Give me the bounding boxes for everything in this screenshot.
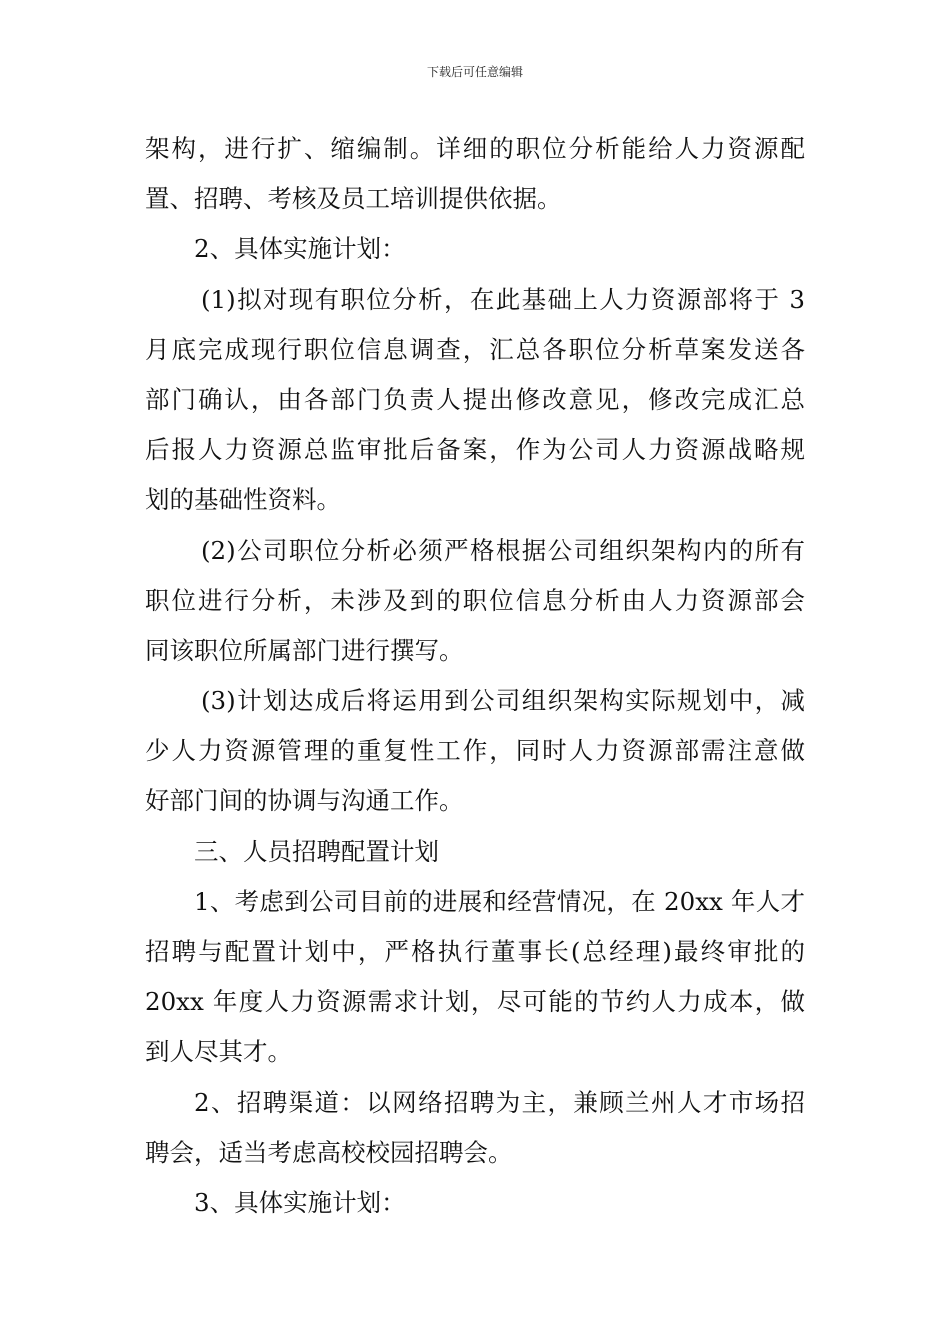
text-line: 架构，进行扩、缩编制。详细的职位分析能给人力资源配: [145, 134, 805, 163]
text-line: 月底完成现行职位信息调查，汇总各职位分析草案发送各: [145, 334, 805, 364]
text-line: 2、招聘渠道：以网络招聘为主，兼顾兰州人才市场招: [194, 1087, 805, 1117]
text-line: 到人尽其才。: [145, 1037, 292, 1067]
text-line: 置、招聘、考核及员工培训提供依据。: [145, 184, 562, 214]
text-line: 同该职位所属部门进行撰写。: [145, 635, 464, 665]
text-line: 少人力资源管理的重复性工作，同时人力资源部需注意做: [145, 736, 805, 766]
page-header: 下载后可任意编辑: [426, 65, 523, 79]
text-line: 聘会，适当考虑高校校园招聘会。: [145, 1137, 513, 1167]
text-line: (3)计划达成后将运用到公司组织架构实际规划中，减: [201, 686, 805, 716]
section-heading: 三、人员招聘配置计划: [194, 836, 439, 866]
text-line: (1)拟对现有职位分析，在此基础上人力资源部将于 3: [201, 284, 805, 314]
text-line: 好部门间的协调与沟通工作。: [145, 786, 464, 816]
text-line: 划的基础性资料。: [145, 485, 341, 515]
text-line: 1、考虑到公司目前的进展和经营情况，在 20xx 年人才: [194, 886, 805, 916]
text-line: 部门确认，由各部门负责人提出修改意见，修改完成汇总: [145, 384, 805, 414]
text-line: 招聘与配置计划中，严格执行董事长(总经理)最终审批的: [145, 937, 805, 966]
text-line: 20xx 年度人力资源需求计划，尽可能的节约人力成本，做: [145, 987, 805, 1017]
section-heading: 3、具体实施计划：: [194, 1187, 406, 1217]
document-body: [145, 124, 805, 1228]
text-line: 职位进行分析，未涉及到的职位信息分析由人力资源部会: [145, 585, 805, 615]
text-line: (2)公司职位分析必须严格根据公司组织架构内的所有: [201, 535, 805, 565]
section-heading: 2、具体实施计划：: [194, 234, 406, 264]
text-line: 后报人力资源总监审批后备案，作为公司人力资源战略规: [145, 435, 805, 465]
